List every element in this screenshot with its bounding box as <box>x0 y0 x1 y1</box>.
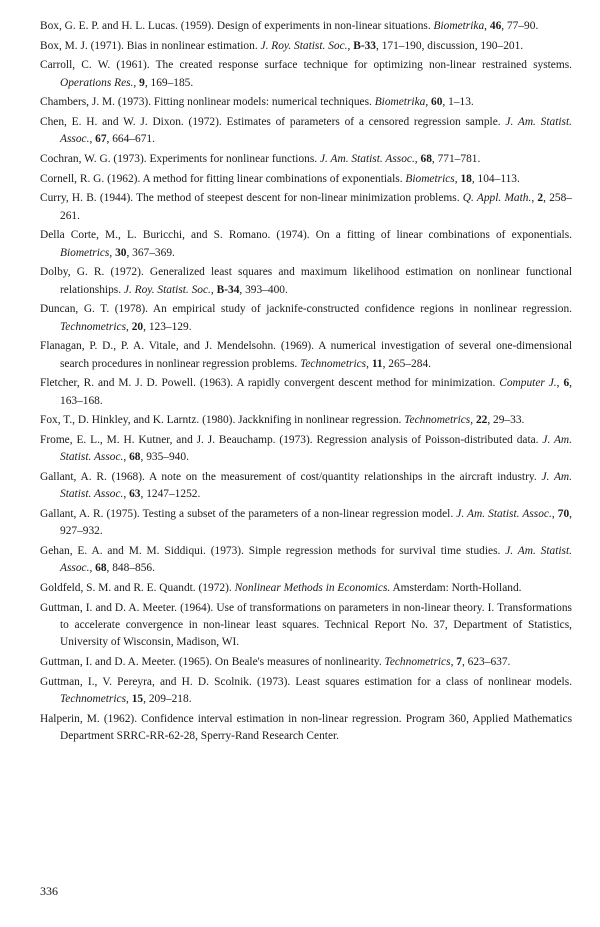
reference-entry <box>40 264 572 299</box>
reference-volume: 11 <box>371 357 383 370</box>
reference-source: J. Am. Statist. Assoc. <box>319 153 415 166</box>
reference-source: Q. Appl. Math. <box>462 192 532 205</box>
reference-text: , 258–261. <box>60 192 572 222</box>
reference-entry <box>40 94 572 111</box>
reference-text: Carroll, C. W. (1961). The created response surface technique for optimizing non-linear restrained systems. <box>40 59 572 72</box>
reference-text: , 935–940. <box>140 451 189 464</box>
reference-volume: 22 <box>475 414 488 427</box>
reference-text: , <box>531 192 538 205</box>
reference-text: , 171–190, discussion, 190–201. <box>376 39 524 52</box>
reference-entry <box>40 171 572 188</box>
reference-text: , <box>556 377 564 390</box>
reference-text: , <box>484 20 490 32</box>
reference-text: , <box>210 283 217 296</box>
reference-entry <box>40 412 572 429</box>
reference-text: , <box>347 39 354 52</box>
reference-text: Box, G. E. P. and H. L. Lucas. (1959). Design of experiments in non-linear situations. <box>40 20 434 32</box>
reference-text: Box, M. J. (1971). Bias in nonlinear estimation. <box>40 39 261 52</box>
reference-entry <box>40 18 572 35</box>
reference-text: , 77–90. <box>501 20 539 32</box>
reference-text: , <box>551 507 558 520</box>
reference-volume: 7 <box>456 655 462 668</box>
reference-entry <box>40 600 572 652</box>
reference-source: Nonlinear Methods in Economics. <box>234 581 391 594</box>
reference-entry <box>40 432 572 467</box>
reference-list <box>40 18 572 748</box>
reference-text: , <box>425 96 432 109</box>
reference-entry <box>40 151 572 168</box>
reference-text: Duncan, G. T. (1978). An empirical study of jacknife-constructed confidence regions in nonlinear regression. <box>40 303 572 316</box>
reference-text: , <box>126 692 132 705</box>
reference-entry <box>40 711 572 746</box>
reference-text: Fox, T., D. Hinkley, and K. Larntz. (1980). Jackknifing in nonlinear regression. <box>40 414 405 427</box>
reference-text: Amsterdam: North-Holland. <box>390 581 522 594</box>
reference-text: Gallant, A. R. (1968). A note on the measurement of cost/quantity relationships in the aircraft industry. <box>40 470 542 483</box>
reference-entry <box>40 114 572 149</box>
reference-text: , <box>123 451 130 464</box>
reference-volume: 18 <box>460 172 472 185</box>
reference-volume: B-33 <box>353 39 376 52</box>
reference-source: J. Am. Statist. Assoc. <box>456 507 552 520</box>
reference-text: , 664–671. <box>106 133 155 146</box>
reference-source: J. Roy. Statist. Soc. <box>123 283 211 296</box>
reference-text: , <box>366 357 372 370</box>
reference-text: Flanagan, P. D., P. A. Vitale, and J. Mendelsohn. (1969). A numerical investigation of several one-dimensional search procedures in nonlinear regression problems. <box>40 340 572 370</box>
reference-text: , <box>109 246 116 259</box>
reference-text: , <box>126 320 132 333</box>
reference-text: , <box>123 488 130 501</box>
reference-entry <box>40 543 572 578</box>
reference-source: Operations Res. <box>60 76 134 89</box>
reference-source: Technometrics <box>404 414 471 427</box>
reference-volume: 2 <box>537 192 544 205</box>
reference-text: , 1–13. <box>442 96 474 109</box>
reference-source: Biometrika <box>433 20 485 32</box>
reference-volume: 68 <box>95 562 107 575</box>
reference-text: Halperin, M. (1962). Confidence interval estimation in non-linear regression. Program 360, Applied Mathematics Department SRRC-RR-62-28, Sperry-Rand Research Center. <box>40 712 572 742</box>
reference-entry <box>40 57 572 92</box>
reference-text: Della Corte, M., L. Buricchi, and S. Romano. (1974). On a fitting of linear combinations of exponentials. <box>40 229 572 242</box>
reference-entry <box>40 190 572 225</box>
reference-source: J. Am. Statist. Assoc. <box>60 434 573 464</box>
reference-text: Cornell, R. G. (1962). A method for fitting linear combinations of exponentials. <box>40 172 406 185</box>
reference-text: Frome, E. L., M. H. Kutner, and J. J. Beauchamp. (1973). Regression analysis of Poisson-distributed data. <box>40 434 543 446</box>
reference-entry <box>40 301 572 336</box>
reference-text: Fletcher, R. and M. J. D. Powell. (1963). A rapidly convergent descent method for minimization. <box>40 377 500 390</box>
reference-volume: B-34 <box>216 283 240 296</box>
reference-text: , 393–400. <box>239 283 288 296</box>
reference-text: , <box>470 414 476 427</box>
reference-text: , <box>89 133 96 146</box>
reference-source: Biometrika <box>374 96 426 109</box>
reference-text: Guttman, I. and D. A. Meeter. (1964). Use of transformations on parameters in non-linear theory. I. Transformations to accelerate convergence in non-linear least squares. Technical Report No. 37, Department of Statistics, University of Wisconsin, Madison, WI. <box>40 601 572 649</box>
reference-text: Goldfeld, S. M. and R. E. Quandt. (1972). <box>40 581 235 594</box>
reference-text: Cochran, W. G. (1973). Experiments for nonlinear functions. <box>40 153 320 166</box>
reference-text: , 265–284. <box>382 357 431 370</box>
reference-text: , 367–369. <box>126 246 175 259</box>
reference-volume: 60 <box>431 96 443 109</box>
reference-text: , 848–856. <box>106 562 155 575</box>
reference-entry <box>40 580 572 597</box>
reference-text: , <box>133 76 140 89</box>
reference-text: , 123–129. <box>143 320 192 333</box>
reference-entry <box>40 654 572 671</box>
reference-text: , 209–218. <box>143 692 192 705</box>
reference-entry <box>40 375 572 410</box>
reference-text: , 771–781. <box>431 153 481 166</box>
reference-source: J. Roy. Statist. Soc. <box>260 39 348 52</box>
reference-source: Technometrics <box>300 357 367 370</box>
reference-entry <box>40 469 572 504</box>
reference-text: , <box>89 562 96 575</box>
reference-entry <box>40 674 572 709</box>
reference-text: , 29–33. <box>487 414 525 427</box>
reference-text: , 927–932. <box>60 507 572 538</box>
reference-volume: 46 <box>489 20 502 32</box>
reference-text: Curry, H. B. (1944). The method of steepest descent for non-linear minimization problems. <box>40 192 463 205</box>
reference-source: J. Am. Statist. Assoc. <box>60 544 572 575</box>
reference-volume: 67 <box>95 133 107 146</box>
reference-entry <box>40 227 572 262</box>
reference-source: J. Am. Statist. Assoc. <box>60 470 572 501</box>
reference-text: , <box>450 655 457 668</box>
reference-text: Guttman, I., V. Pereyra, and H. D. Scolnik. (1973). Least squares estimation for a class of nonlinear models. <box>40 675 572 688</box>
reference-text: Chambers, J. M. (1973). Fitting nonlinear models: numerical techniques. <box>40 96 375 109</box>
reference-text: , 623–637. <box>461 655 511 668</box>
page-number: 336 <box>40 884 58 898</box>
reference-entry <box>40 338 572 373</box>
reference-text: Chen, E. H. and W. J. Dixon. (1972). Estimates of parameters of a censored regression sample. <box>40 116 506 129</box>
reference-text: Guttman, I. and D. A. Meeter. (1965). On Beale's measures of nonlinearity. <box>40 655 385 668</box>
reference-text: , 104–113. <box>471 172 520 185</box>
reference-text: , <box>454 172 461 185</box>
reference-source: Computer J. <box>499 377 557 390</box>
reference-text: , <box>414 153 421 166</box>
reference-source: Technometrics <box>384 655 451 668</box>
reference-text: Dolby, G. R. (1972). Generalized least squares and maximum likelihood estimation on nonlinear functional relationships. <box>40 266 572 296</box>
reference-text: Gehan, E. A. and M. M. Siddiqui. (1973). Simple regression methods for survival time studies. <box>40 544 506 557</box>
reference-volume: 68 <box>420 153 432 166</box>
reference-source: Technometrics <box>60 320 127 333</box>
reference-text: , 169–185. <box>144 76 194 89</box>
reference-volume: 20 <box>131 320 144 333</box>
reference-volume: 68 <box>129 451 141 464</box>
reference-source: Biometrics <box>405 172 455 185</box>
reference-source: J. Am. Statist. Assoc. <box>60 116 572 146</box>
reference-entry <box>40 38 572 55</box>
reference-volume: 15 <box>131 692 144 705</box>
reference-text: Gallant, A. R. (1975). Testing a subset of the parameters of a non-linear regression model. <box>40 507 457 520</box>
reference-volume: 9 <box>139 76 145 89</box>
reference-volume: 63 <box>129 488 141 501</box>
reference-volume: 30 <box>115 246 127 259</box>
reference-entry <box>40 506 572 541</box>
reference-volume: 70 <box>557 507 570 520</box>
reference-source: Biometrics <box>60 246 110 259</box>
reference-text: , 1247–1252. <box>140 488 201 501</box>
reference-volume: 6 <box>563 377 570 390</box>
reference-source: Technometrics <box>60 692 127 705</box>
reference-text: , 163–168. <box>60 377 572 407</box>
